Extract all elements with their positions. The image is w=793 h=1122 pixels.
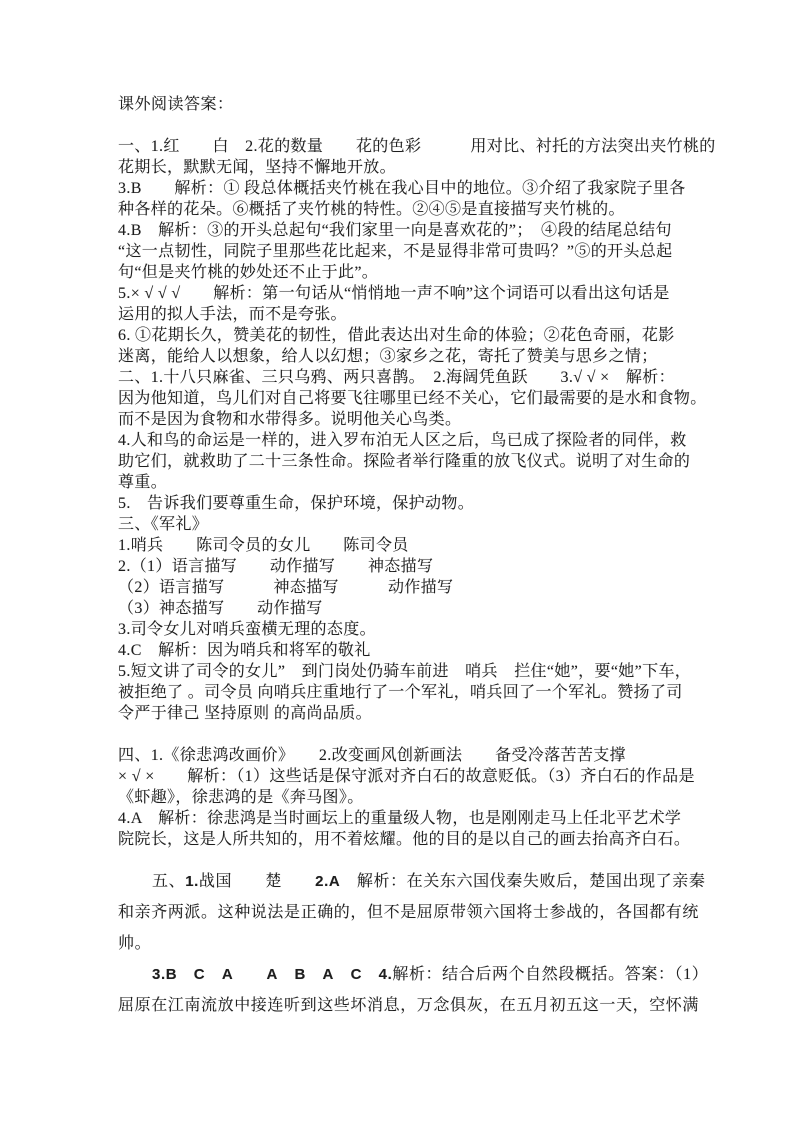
text-segment: A [322,966,334,983]
text-segment [233,966,266,983]
text-segment: 4.C 解析：因为哨兵和将军的敬礼 [118,642,371,659]
text-segment: 助它们，就救助了二十三条性命。探险者举行隆重的放飞仪式。说明了对生命的 [118,453,691,470]
text-segment: 二、1.十八只麻雀、三只乌鸦、两只喜鹊。 2.海阔凭鱼跃 3.√ √ × 解析： [118,369,675,386]
text-line [118,808,716,829]
text-line [118,430,716,451]
text-line [118,451,716,472]
text-line [118,829,716,850]
text-line [118,262,716,283]
text-line [118,241,716,262]
text-segment: 解析：在关东六国伐秦失败后，楚国出现了亲秦 [340,873,706,890]
text-segment: 帅。 [118,935,152,952]
text-segment: “这一点韧性，同院子里那些花比起来，不是显得非常可贵吗？”⑤的开头总起 [118,243,673,260]
text-segment: 被拒绝了 。司令员 向哨兵庄重地行了一个军礼，哨兵回了一个军礼。赞扬了司 [118,684,683,701]
text-line [118,598,716,619]
text-segment [306,966,323,983]
text-line [118,535,716,556]
text-line [118,897,708,928]
text-line [118,283,716,304]
text-line [118,220,716,241]
text-line [118,388,716,409]
text-segment: 迷离，能给人以想象，给人以幻想；③家乡之花，寄托了赞美与思乡之情； [118,348,658,365]
text-line [118,136,716,157]
text-line [118,928,708,959]
text-segment: A [266,966,278,983]
text-line [118,325,716,346]
answers-section-five-block [118,866,708,1021]
text-segment: 3.B [152,966,178,983]
answers-main-block [118,136,716,850]
text-line [118,514,716,535]
text-segment: 运用的拟人手法，而不是夸张。 [118,306,347,323]
text-line [118,619,716,640]
text-segment: 院院长，这是人所共知的，用不着炫耀。他的目的是以自己的画去抬高齐白石。 [118,831,691,848]
text-segment: 5.× √ √ √ 解析：第一句话从“悄悄地一声不响”这个词语可以看出这句话是 [118,285,670,302]
text-line [118,409,716,430]
text-line [118,640,716,661]
text-segment: 四、1.《徐悲鸿改画价》 2.改变画风创新画法 备受冷落苦苦支撑 [118,747,626,764]
text-line [118,178,716,199]
text-line [118,493,716,514]
text-segment: 尊重。 [118,474,168,491]
text-line [118,682,716,703]
text-segment: （2）语言描写 神态描写 动作描写 [118,579,454,596]
text-segment: 4. [378,966,393,983]
text-line [118,866,708,897]
text-segment: 4.人和鸟的命运是一样的，进入罗布泊无人区之后，鸟已成了探险者的同伴，救 [118,432,687,449]
text-segment: 5. 告诉我们要尊重生命，保护环境，保护动物。 [118,495,475,512]
text-segment: A [221,966,234,983]
text-segment: 和亲齐两派。这种说法是正确的，但不是屈原带领六国将士参战的，各国都有统 [118,904,700,921]
text-segment: 花期长，默默无闻，坚持不懈地开放。 [118,159,396,176]
text-line [118,346,716,367]
text-segment: B [294,966,306,983]
text-segment: 3.B 解析：① 段总体概括夹竹桃在我心目中的地位。③介绍了我家院子里各 [118,180,686,197]
text-segment: 一、1.红 白 2.花的数量 花的色彩 用对比、衬托的方法突出夹竹桃的 [118,138,716,155]
text-segment: 屈原在江南流放中接连听到这些坏消息，万念俱灰，在五月初五这一天，空怀满 [118,997,700,1014]
text-line [118,661,716,682]
text-line [118,703,716,724]
text-segment [278,966,295,983]
text-line [118,556,716,577]
text-line [118,990,708,1021]
text-line [118,724,716,745]
text-segment: 1.哨兵 陈司令员的女儿 陈司令员 [118,537,409,554]
text-segment: 6. ①花期长久，赞美花的韧性，借此表达出对生命的体验；②花色奇丽，花影 [118,327,675,344]
text-segment: 2.A [315,873,341,890]
text-line [118,959,708,990]
text-line [118,766,716,787]
text-line [118,787,716,808]
text-segment: 因为他知道，鸟儿们对自己将要飞往哪里已经不关心，它们最需要的是水和食物。 [118,390,707,407]
text-segment: 战国 楚 [198,873,316,890]
text-segment: （3）神态描写 动作描写 [118,600,323,617]
text-segment: 五、 [152,873,186,890]
text-segment: 5.短文讲了司令的女儿” 到门岗处仍骑车前进 哨兵 拦住“她”，要“她”下车， [118,663,692,680]
text-segment: 而不是因为食物和水带得多。说明他关心鸟类。 [118,411,462,428]
text-segment [205,966,222,983]
text-segment: 1. [185,873,199,890]
text-segment [177,966,194,983]
text-segment: 句“但是夹竹桃的妙处还不止于此”。 [118,264,379,281]
document-title: 课外阅读答案： [118,96,234,113]
text-line [118,304,716,325]
text-line [118,199,716,220]
text-segment: 2.（1）语言描写 动作描写 神态描写 [118,558,434,575]
text-line [118,577,716,598]
text-line [118,157,716,178]
text-segment [334,966,351,983]
text-segment: 令严于律己 坚持原则 的高尚品质。 [118,705,372,722]
text-segment: 种各样的花朵。⑥概括了夹竹桃的特性。②④⑤是直接描写夹竹桃的。 [118,201,625,218]
text-segment: 三、《军礼》 [118,516,209,533]
text-segment: 3.司令女儿对哨兵蛮横无理的态度。 [118,621,376,638]
text-line [118,472,716,493]
text-line [118,367,716,388]
text-segment [362,966,379,983]
text-segment: C [193,966,206,983]
text-segment: 4.B 解析：③的开头总起句“我们家里一向是喜欢花的”； ④段的结尾总结句 [118,222,672,239]
text-segment: C [350,966,363,983]
text-segment: × √ × 解析：（1）这些话是保守派对齐白石的故意贬低。（3）齐白石的作品是 [118,768,695,785]
text-segment: 4.A 解析：徐悲鸿是当时画坛上的重量级人物，也是刚刚走马上任北平艺术学 [118,810,682,827]
text-line [118,745,716,766]
text-segment: 《虾趣》，徐悲鸿的是《奔马图》。 [118,789,364,806]
text-segment: 解析：结合后两个自然段概括。答案：（1） [392,966,709,983]
